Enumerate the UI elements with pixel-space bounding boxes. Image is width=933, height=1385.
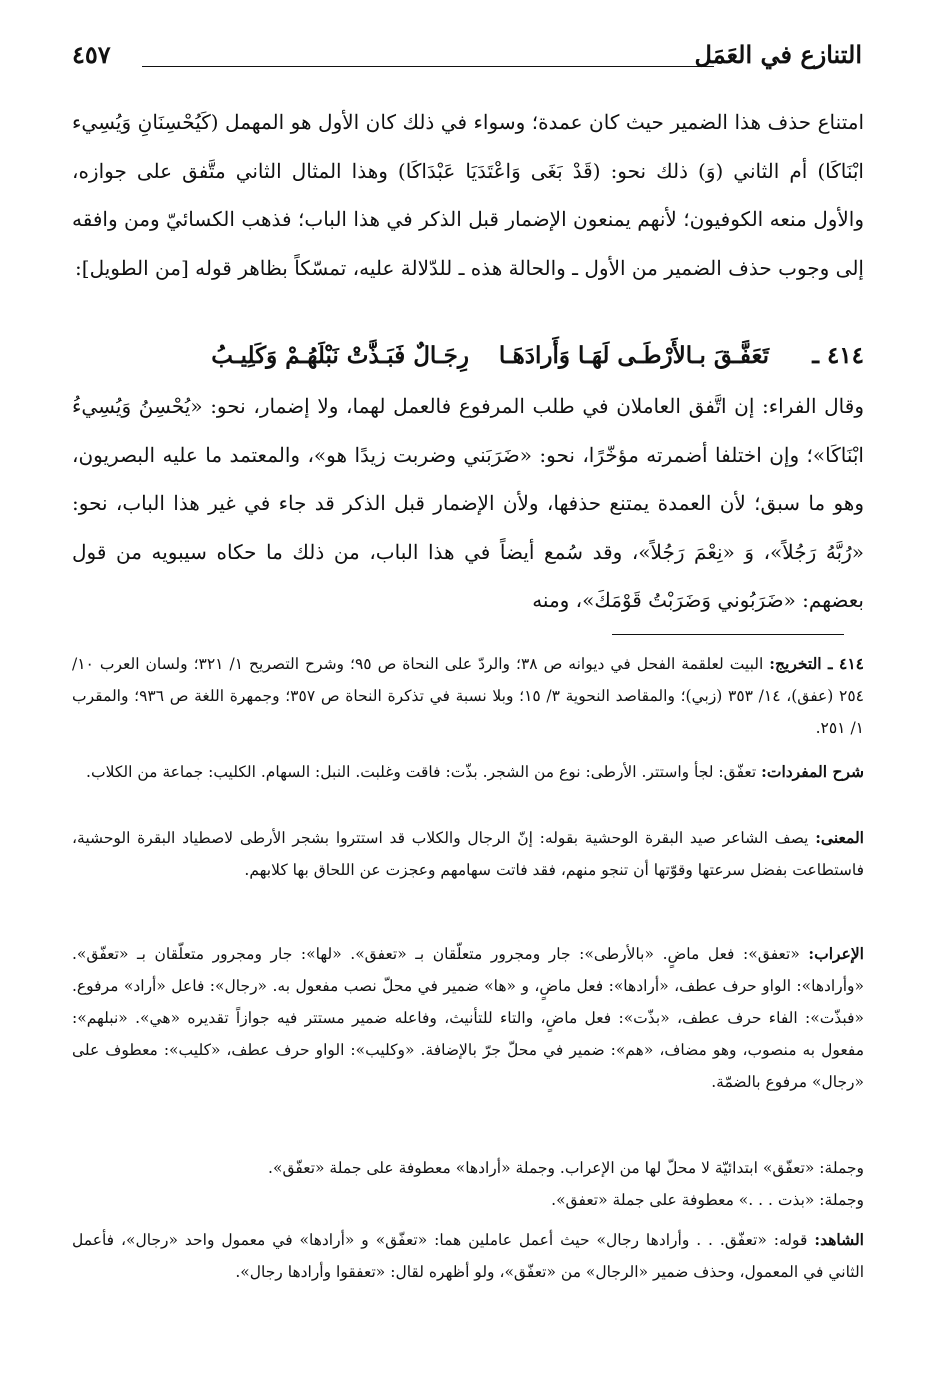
paragraph-text: وقال الفراء: إن اتَّفق العاملان في طلب المرفوع فالعمل لهما، ولا إضمار، نحو: «يُحْسِنُ وَيُسِيءُ ابْنَاكَا»؛ وإن اختلفا أضمرته مؤخّرًا، نحو: «ضَرَبَني وضربت زيدًا هو»، والمعتمد ما عليه البصريون، وهو ما سبق؛ لأن العمدة يمتنع حذفها، ولأن الإضمار قبل الذكر قد جاء في غير هذا الباب، نحو: «رُبَّهُ رَجُلاً»، وَ «نِعْمَ رَجُلاً»، وقد سُمع أيضاً في هذا الباب، من ذلك ما حكاه سيبويه من قول بعضهم: «ضَرَبُوني وَضَرَبْتُ قَوْمَكَ»، ومنه: [72, 394, 864, 612]
main-paragraph-1: [72, 98, 864, 292]
verse-number: ٤١٤ ـ: [812, 342, 864, 369]
footnote-mana: [72, 822, 864, 886]
chapter-title: التنازع في العَمَل: [694, 40, 862, 69]
page-number: ٤٥٧: [72, 40, 111, 69]
footnote-jumal: [72, 1152, 864, 1216]
mufradat-label: شرح المفردات:: [761, 762, 864, 781]
paragraph-text: امتناع حذف هذا الضمير حيث كان عمدة؛ وسواء في ذلك كان الأول هو المهمل (كَيُحْسِنَانِ وَيُسِيء ابْنَاكَا) أم الثاني (وَ) ذلك نحو: (قَدْ بَغَى وَاعْتَدَيَا عَبْدَاكَا) وهذا المثال الثاني متَّفق على جوازه، والأول منعه الكوفيون؛ لأنهم يمنعون الإضمار قبل الذكر في هذا الباب؛ فذهب الكسائيّ ومن وافقه إلى وجوب حذف الضمير من الأول ـ والحالة هذه ـ للدّلالة عليه، تمسّكاً بظاهر قوله [من الطويل]:: [72, 110, 864, 280]
takhrij-label: ٤١٤ ـ التخريج:: [769, 654, 865, 673]
poetry-verse: [72, 338, 864, 386]
footnote-mufradat: [72, 756, 864, 788]
footnote-separator: [612, 634, 844, 635]
mana-label: المعنى:: [815, 828, 864, 847]
footnote-shahid: [72, 1224, 864, 1288]
verse-second-hemistich: رِجَـالٌ فَبَـذَّتْ نَبْلَهُـمْ وَكَلِيـبُ: [211, 342, 469, 369]
header-rule: [142, 66, 714, 67]
takhrij-text: البيت لعلقمة الفحل في ديوانه ص ٣٨؛ والردّ على النحاة ص ٩٥؛ وشرح التصريح ١/ ٣٢١؛ ولسان العرب ١٠/ ٢٥٤ (عفق)، ١٤/ ٣٥٣ (زبي)؛ والمقاصد النحوية ٣/ ١٥؛ وبلا نسبة في تذكرة النحاة ص ٣٥٧؛ وجمهرة اللغة ص ٩٣٦؛ والمقرب ١/ ٢٥١.: [72, 655, 864, 737]
footnote-takhrij: [72, 648, 864, 744]
page-header: [72, 40, 862, 80]
irab-text: «تعفق»: فعل ماضٍ. «بالأرطى»: جار ومجرور متعلّقان بـ «تعفق». «لها»: جار ومجرور متعلّقان بـ «تعفّق». «وأرادها»: الواو حرف عطف، «أرادها»: فعل ماضٍ، و «ها» ضمير في محلّ نصب مفعول به. «رجال»: فاعل «أراد» مرفوع. «فبذّت»: الفاء حرف عطف، «بذّت»: فعل ماضٍ، والتاء للتأنيث، وفاعله ضمير مستتر فيه جوازاً تقديره «هي». «نبلهم»: مفعول به منصوب، وهو مضاف، «هم»: ضمير في محلّ جرّ بالإضافة. «وكليب»: الواو حرف عطف، «كليب»: معطوف على «رجال» مرفوع بالضمّة.: [72, 945, 865, 1091]
footnote-irab: [72, 938, 864, 1098]
jumal-line-1: وجملة: «تعفّق» ابتدائيّة لا محلّ لها من الإعراب. وجملة «أرادها» معطوفة على جملة «تعفّق».: [268, 1159, 864, 1177]
irab-label: الإعراب:: [808, 944, 864, 963]
main-paragraph-2: [72, 382, 864, 625]
shahid-label: الشاهد:: [814, 1230, 864, 1249]
mana-text: يصف الشاعر صيد البقرة الوحشية بقوله: إنّ الرجال والكلاب قد استتروا بشجر الأرطى لاصطياد البقرة الوحشية، فاستطاعت بفضل سرعتها وقوّتها أن تنجو منهم، فقد فاتت سهامهم وعجزت عن اللحاق بها كلابهم.: [72, 829, 864, 879]
shahid-text: قوله: «تعفّق. . . وأرادها رجال» حيث أعمل عاملين هما: «تعفّق» و «أرادها» في معمول واحد «رجال»، فأعمل الثاني في المعمول، وحذف ضمير «الرجال» من «تعفّق»، ولو أظهره لقال: «تعفقوا وأرادها رجال».: [72, 1231, 864, 1281]
verse-first-hemistich: تَعَفَّـقَ بـالأَرْطَـى لَهَـا وَأَرادَهَـا: [498, 342, 769, 369]
mufradat-text: تعفّق: لجأ واستتر. الأرطى: نوع من الشجر. بذّت: فاقت وغلبت. النبل: السهام. الكليب: جماعة من الكلاب.: [86, 763, 757, 781]
jumal-line-2: وجملة: «بذت . . .» معطوفة على جملة «تعفق».: [551, 1191, 864, 1209]
